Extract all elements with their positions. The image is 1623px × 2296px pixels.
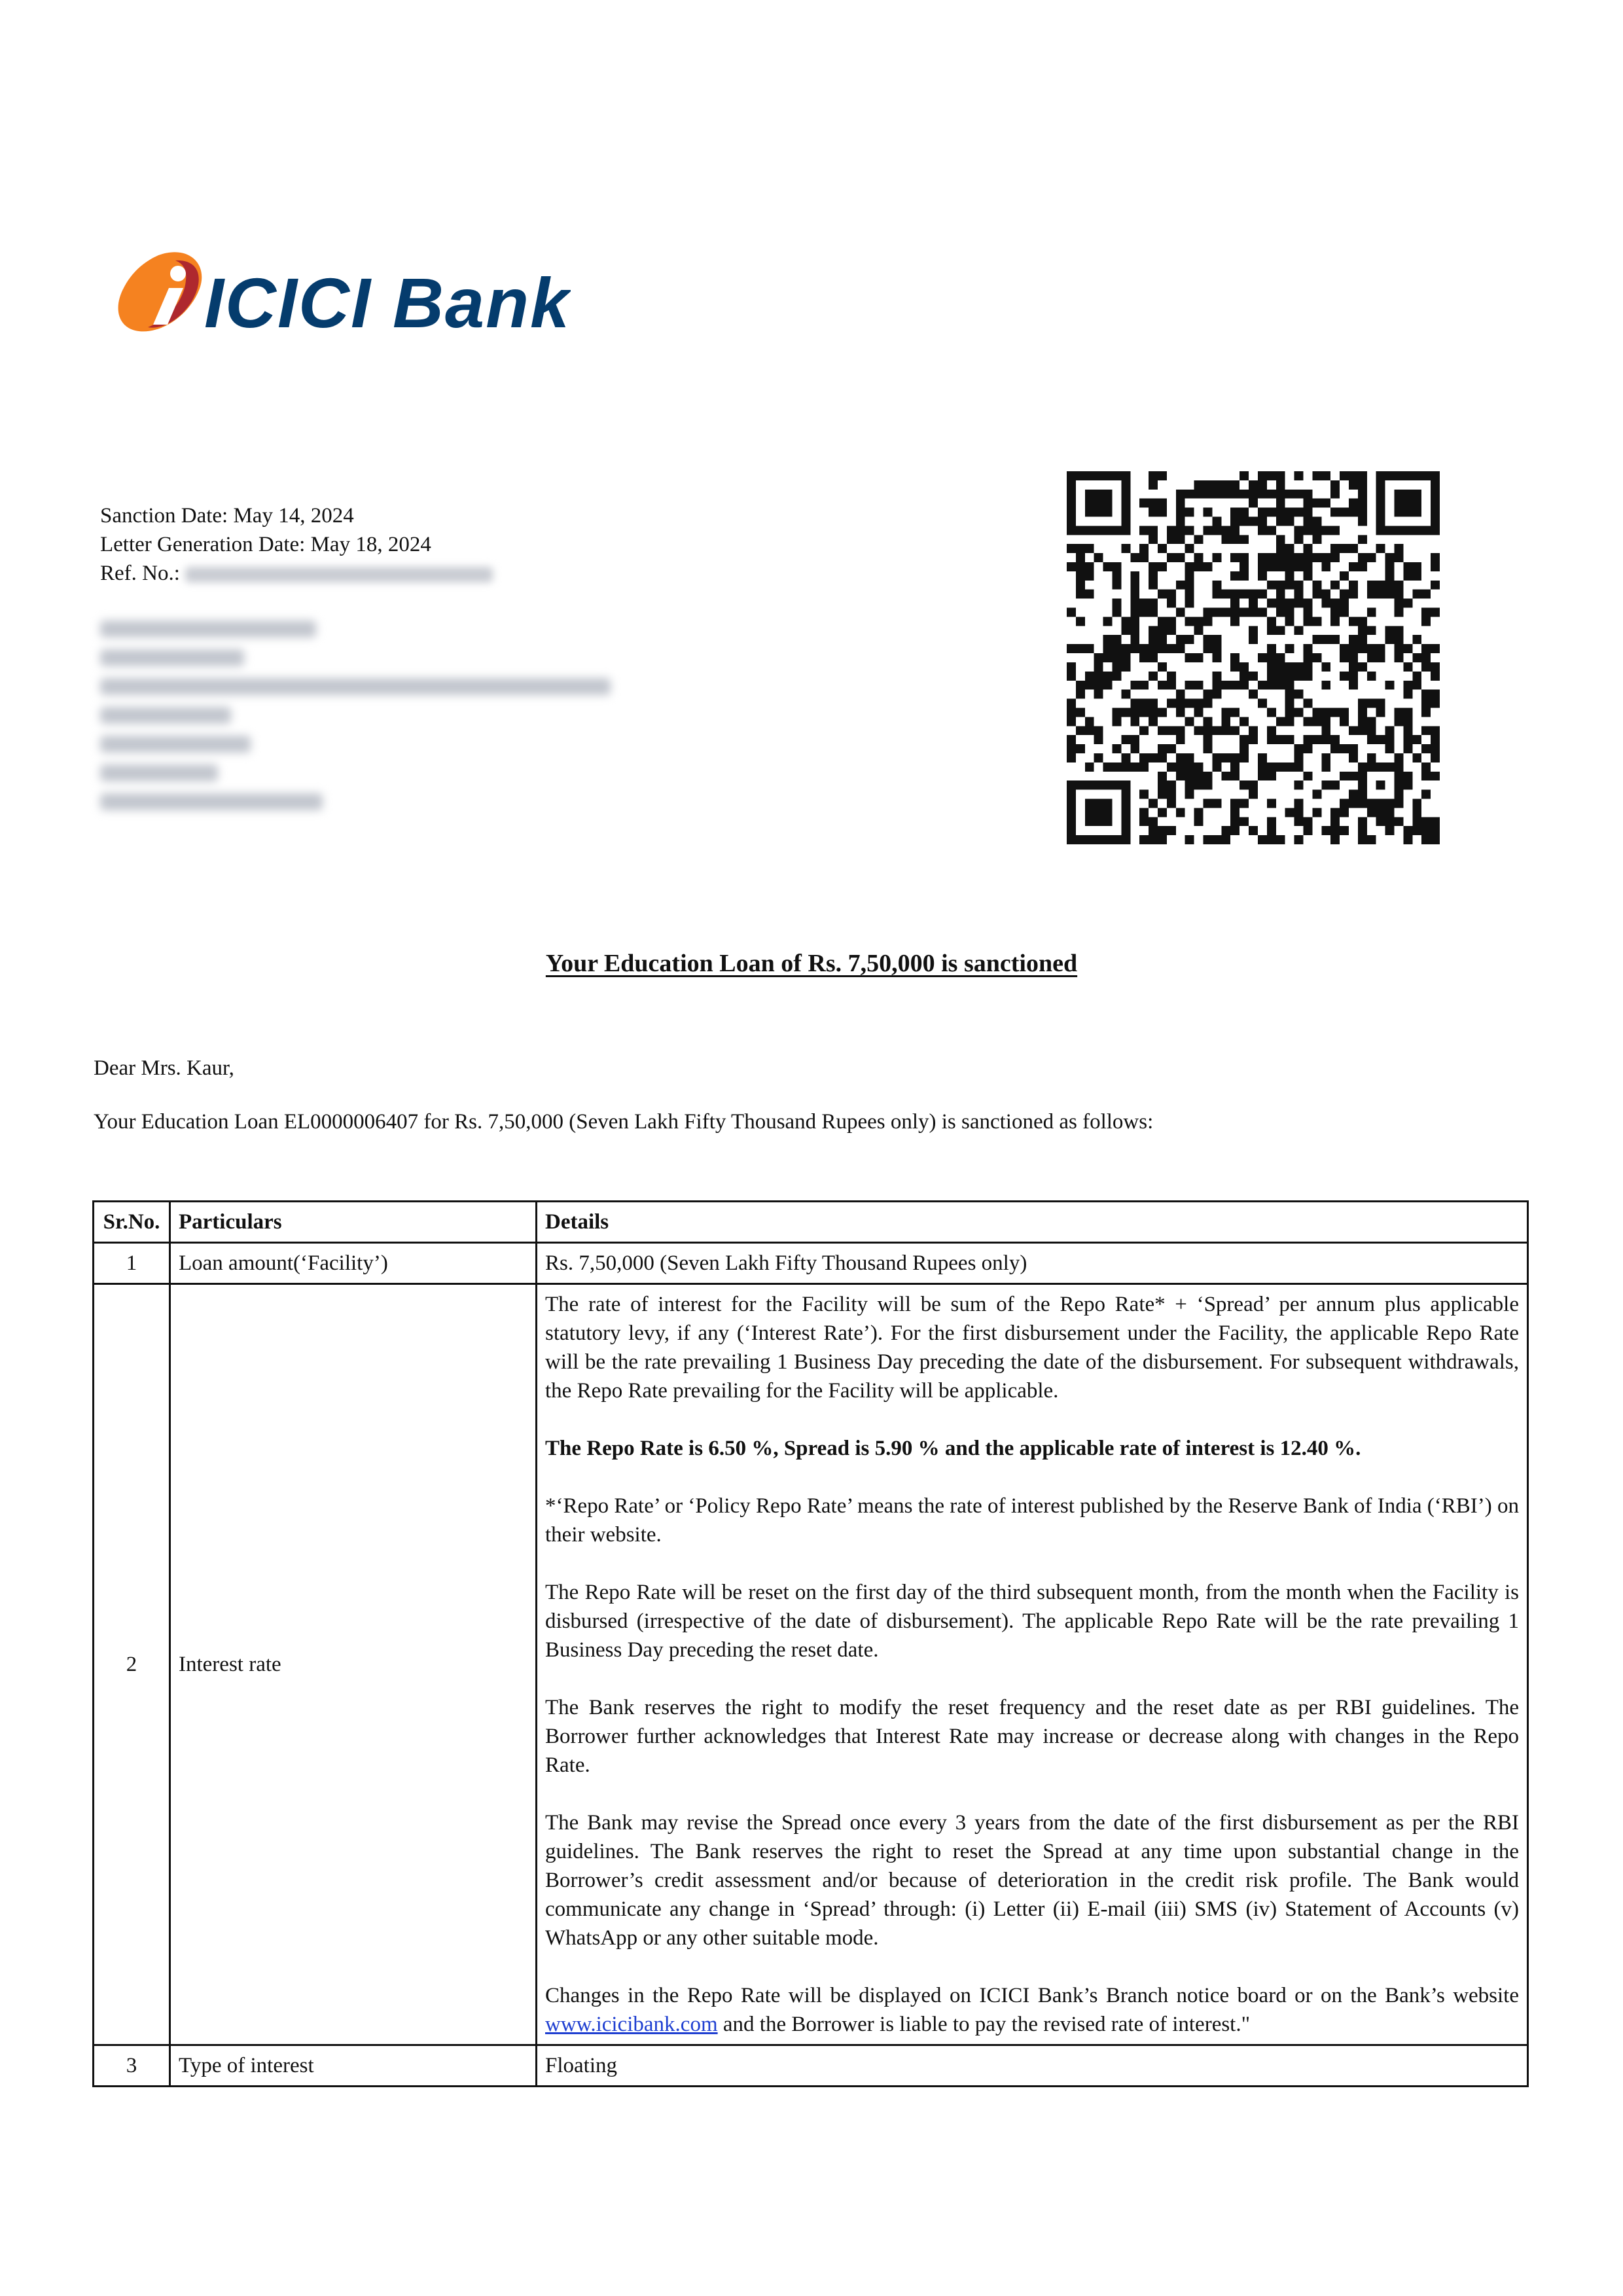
sanction-terms-table [92, 1200, 1529, 2087]
sr-no-cell: 3 [94, 2045, 170, 2087]
details-cell: Rs. 7,50,000 (Seven Lakh Fifty Thousand Rupees only) [537, 1243, 1528, 1284]
redacted-line [100, 620, 316, 637]
table-row [94, 1284, 1528, 2045]
sr-no-cell: 2 [94, 1284, 170, 2045]
repo-rate-definition: *‘Repo Rate’ or ‘Policy Repo Rate’ means the rate of interest published by the Reserve Bank of India (‘RBI’) on their website. [545, 1494, 1519, 1547]
reset-frequency-paragraph: The Bank reserves the right to modify the reset frequency and the reset date as per RBI guidelines. The Borrower further acknowledges that Interest Rate may increase or decrease along with changes in the Repo Rate. [545, 1696, 1519, 1777]
particular-cell: Loan amount(‘Facility’) [170, 1243, 537, 1284]
redacted-line [100, 764, 218, 781]
svg-text:ICICI Bank: ICICI Bank [204, 263, 571, 342]
generation-date-label: Letter Generation Date: [100, 533, 306, 556]
ref-no-label: Ref. No.: [100, 562, 180, 585]
letter-title: Your Education Loan of Rs. 7,50,000 is sanctioned [545, 950, 1078, 977]
ref-no-row [100, 559, 493, 588]
redacted-address-block [100, 620, 611, 822]
sanction-date-value: May 14, 2024 [233, 504, 354, 528]
sanction-date-label: Sanction Date: [100, 504, 228, 528]
intro-paragraph: Your Education Loan EL0000006407 for Rs. 7,50,000 (Seven Lakh Fifty Thousand Rupees only) is sanctioned as follows: [94, 1110, 1154, 1134]
header-particulars: Particulars [170, 1202, 537, 1243]
reset-paragraph: The Repo Rate will be reset on the first day of the third subsequent month, from the month when the Facility is disbursed (irrespective of the date of disbursement). The applicable Repo Rate will be the rate prevailing 1 Business Day preceding the reset date. [545, 1581, 1519, 1662]
details-cell: Floating [537, 2045, 1528, 2087]
repo-change-text-end: and the Borrower is liable to pay the revised rate of interest." [717, 2013, 1251, 2036]
header-details: Details [537, 1202, 1528, 1243]
qr-code [1067, 471, 1440, 844]
icici-bank-logo [113, 247, 571, 346]
table-header-row [94, 1202, 1528, 1243]
redacted-line [100, 649, 244, 666]
particular-cell: Interest rate [170, 1284, 537, 2045]
redacted-ref-no [185, 567, 493, 583]
particular-cell: Type of interest [170, 2045, 537, 2087]
repo-change-paragraph [545, 1981, 1519, 2039]
redacted-line [100, 678, 611, 695]
redacted-line [100, 736, 251, 753]
details-cell [537, 1284, 1528, 2045]
generation-date-value: May 18, 2024 [310, 533, 431, 556]
redacted-line [100, 793, 323, 810]
rate-summary: The Repo Rate is 6.50 %, Spread is 5.90 % and the applicable rate of interest is 12.40 %. [545, 1437, 1361, 1460]
icici-website-link[interactable]: www.icicibank.com [545, 2013, 718, 2036]
sr-no-cell: 1 [94, 1243, 170, 1284]
redacted-line [100, 707, 231, 724]
salutation: Dear Mrs. Kaur, [94, 1056, 234, 1080]
header-sr-no: Sr.No. [94, 1202, 170, 1243]
letter-meta [100, 501, 493, 588]
interest-paragraph: The rate of interest for the Facility will be sum of the Repo Rate* + ‘Spread’ per annum plus applicable statutory levy, if any (‘Interest Rate’). For the first disbursement under the Facility, the applicable Repo Rate will be the rate prevailing 1 Business Day preceding the date of the disbursement. For subsequent withdrawals, the Repo Rate prevailing for the Facility will be applicable. [545, 1293, 1519, 1403]
repo-change-text: Changes in the Repo Rate will be displayed on ICICI Bank’s Branch notice board or on the Bank’s website [545, 1984, 1519, 2007]
table-row [94, 1243, 1528, 1284]
table-row [94, 2045, 1528, 2087]
generation-date-row [100, 530, 493, 559]
spread-paragraph: The Bank may revise the Spread once every 3 years from the date of the first disbursement as per the RBI guidelines. The Bank reserves the right to reset the Spread at any time upon substantial change in the Borrower’s credit assessment and/or because of deterioration in the credit risk profile. The Bank would communicate any change in ‘Spread’ through: (i) Letter (ii) E-mail (iii) SMS (iv) Statement of Accounts (v) WhatsApp or any other suitable mode. [545, 1811, 1519, 1950]
sanction-date-row [100, 501, 493, 530]
